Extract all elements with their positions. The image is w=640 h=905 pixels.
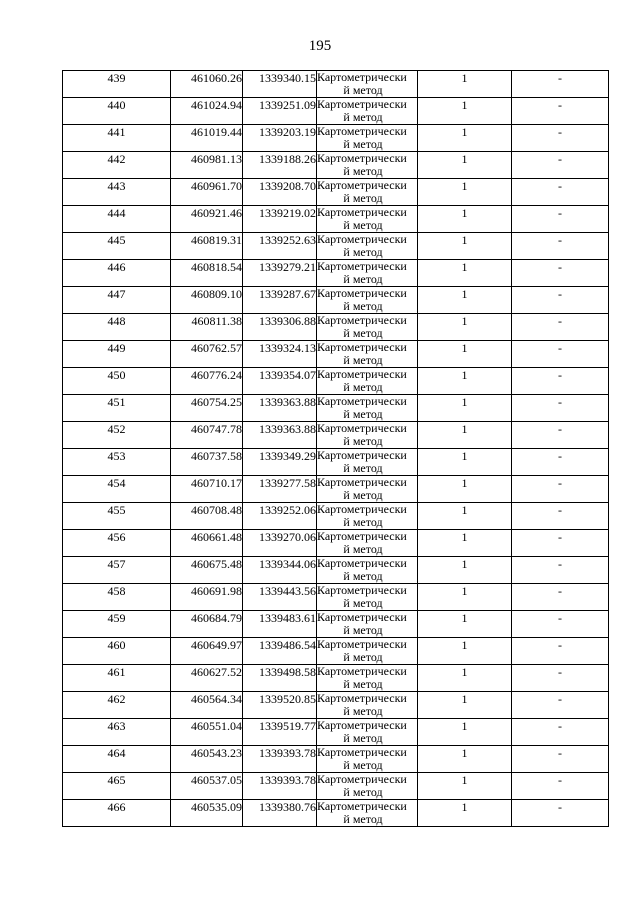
method-line-2: й метод [343,758,383,772]
y-coordinate-cell: 1339287.67 [243,287,317,314]
x-coordinate-cell: 460691.98 [171,584,243,611]
x-coordinate-cell: 460710.17 [171,476,243,503]
method-line-1: Картометрически [317,70,407,84]
point-number-cell: 465 [63,773,171,800]
accuracy-cell: 1 [418,773,512,800]
description-cell: - [512,557,609,584]
point-number-cell: 441 [63,125,171,152]
point-number-cell: 442 [63,152,171,179]
point-number-cell: 463 [63,719,171,746]
method-line-2: й метод [343,110,383,124]
method-line-1: Картометрически [317,367,407,381]
x-coordinate-cell: 460818.54 [171,260,243,287]
accuracy-cell: 1 [418,71,512,98]
point-number-cell: 444 [63,206,171,233]
description-cell: - [512,638,609,665]
y-coordinate-cell: 1339443.56 [243,584,317,611]
description-cell: - [512,449,609,476]
x-coordinate-cell: 460754.25 [171,395,243,422]
table-row [63,665,609,692]
method-line-2: й метод [343,245,383,259]
method-line-2: й метод [343,353,383,367]
method-line-1: Картометрически [317,124,407,138]
method-line-2: й метод [343,164,383,178]
method-line-2: й метод [343,326,383,340]
method-line-1: Картометрически [317,799,407,813]
method-cell [317,719,418,746]
accuracy-cell: 1 [418,611,512,638]
table-row [63,260,609,287]
method-line-1: Картометрически [317,394,407,408]
x-coordinate-cell: 460675.48 [171,557,243,584]
table-row [63,206,609,233]
point-number-cell: 455 [63,503,171,530]
table-row [63,719,609,746]
table-row [63,314,609,341]
description-cell: - [512,800,609,827]
method-line-2: й метод [343,407,383,421]
method-line-2: й метод [343,461,383,475]
description-cell: - [512,71,609,98]
method-line-1: Картометрически [317,718,407,732]
method-line-1: Картометрически [317,637,407,651]
method-line-1: Картометрически [317,610,407,624]
method-cell [317,800,418,827]
description-cell: - [512,503,609,530]
x-coordinate-cell: 460762.57 [171,341,243,368]
method-line-1: Картометрически [317,232,407,246]
method-cell [317,71,418,98]
y-coordinate-cell: 1339498.58 [243,665,317,692]
method-cell [317,773,418,800]
table-row [63,368,609,395]
method-cell [317,287,418,314]
accuracy-cell: 1 [418,476,512,503]
table-row [63,395,609,422]
method-cell [317,368,418,395]
method-cell [317,611,418,638]
point-number-cell: 439 [63,71,171,98]
y-coordinate-cell: 1339380.76 [243,800,317,827]
y-coordinate-cell: 1339354.07 [243,368,317,395]
x-coordinate-cell: 460961.70 [171,179,243,206]
method-line-2: й метод [343,83,383,97]
table-row [63,773,609,800]
method-line-1: Картометрически [317,97,407,111]
description-cell: - [512,395,609,422]
method-line-2: й метод [343,812,383,826]
y-coordinate-cell: 1339363.88 [243,422,317,449]
accuracy-cell: 1 [418,449,512,476]
method-cell [317,692,418,719]
method-line-1: Картометрически [317,502,407,516]
table-row [63,449,609,476]
method-cell [317,179,418,206]
y-coordinate-cell: 1339393.78 [243,746,317,773]
method-cell [317,530,418,557]
accuracy-cell: 1 [418,368,512,395]
x-coordinate-cell: 461060.26 [171,71,243,98]
method-cell [317,665,418,692]
accuracy-cell: 1 [418,125,512,152]
method-line-1: Картометрически [317,205,407,219]
method-line-1: Картометрически [317,745,407,759]
method-line-2: й метод [343,677,383,691]
method-line-2: й метод [343,218,383,232]
description-cell: - [512,773,609,800]
x-coordinate-cell: 460543.23 [171,746,243,773]
method-cell [317,476,418,503]
y-coordinate-cell: 1339219.02 [243,206,317,233]
method-cell [317,746,418,773]
y-coordinate-cell: 1339188.26 [243,152,317,179]
method-line-2: й метод [343,488,383,502]
point-number-cell: 450 [63,368,171,395]
description-cell: - [512,719,609,746]
accuracy-cell: 1 [418,341,512,368]
table-row [63,692,609,719]
method-line-1: Картометрически [317,313,407,327]
method-line-2: й метод [343,731,383,745]
accuracy-cell: 1 [418,503,512,530]
y-coordinate-cell: 1339393.78 [243,773,317,800]
accuracy-cell: 1 [418,287,512,314]
method-cell [317,314,418,341]
method-line-2: й метод [343,434,383,448]
accuracy-cell: 1 [418,206,512,233]
method-line-1: Картометрически [317,448,407,462]
accuracy-cell: 1 [418,692,512,719]
y-coordinate-cell: 1339252.63 [243,233,317,260]
method-line-2: й метод [343,191,383,205]
point-number-cell: 458 [63,584,171,611]
description-cell: - [512,179,609,206]
point-number-cell: 456 [63,530,171,557]
method-line-2: й метод [343,569,383,583]
accuracy-cell: 1 [418,638,512,665]
description-cell: - [512,341,609,368]
accuracy-cell: 1 [418,422,512,449]
x-coordinate-cell: 461019.44 [171,125,243,152]
y-coordinate-cell: 1339270.06 [243,530,317,557]
method-cell [317,98,418,125]
description-cell: - [512,98,609,125]
x-coordinate-cell: 460551.04 [171,719,243,746]
table-row [63,287,609,314]
y-coordinate-cell: 1339520.85 [243,692,317,719]
point-number-cell: 447 [63,287,171,314]
table-row [63,503,609,530]
accuracy-cell: 1 [418,557,512,584]
y-coordinate-cell: 1339279.21 [243,260,317,287]
x-coordinate-cell: 460627.52 [171,665,243,692]
x-coordinate-cell: 460737.58 [171,449,243,476]
point-number-cell: 451 [63,395,171,422]
table-row [63,746,609,773]
table-row [63,422,609,449]
description-cell: - [512,287,609,314]
accuracy-cell: 1 [418,665,512,692]
accuracy-cell: 1 [418,746,512,773]
y-coordinate-cell: 1339203.19 [243,125,317,152]
accuracy-cell: 1 [418,530,512,557]
accuracy-cell: 1 [418,800,512,827]
method-line-1: Картометрически [317,151,407,165]
x-coordinate-cell: 460535.09 [171,800,243,827]
method-cell [317,503,418,530]
table-row [63,800,609,827]
y-coordinate-cell: 1339252.06 [243,503,317,530]
description-cell: - [512,476,609,503]
y-coordinate-cell: 1339340.15 [243,71,317,98]
method-cell [317,449,418,476]
x-coordinate-cell: 460661.48 [171,530,243,557]
method-cell [317,584,418,611]
point-number-cell: 457 [63,557,171,584]
table-row [63,611,609,638]
y-coordinate-cell: 1339486.54 [243,638,317,665]
description-cell: - [512,746,609,773]
point-number-cell: 443 [63,179,171,206]
method-cell [317,260,418,287]
table-row [63,476,609,503]
x-coordinate-cell: 460564.34 [171,692,243,719]
method-line-1: Картометрически [317,259,407,273]
table-row [63,557,609,584]
x-coordinate-cell: 460537.05 [171,773,243,800]
point-number-cell: 459 [63,611,171,638]
point-number-cell: 449 [63,341,171,368]
y-coordinate-cell: 1339363.88 [243,395,317,422]
accuracy-cell: 1 [418,152,512,179]
y-coordinate-cell: 1339483.61 [243,611,317,638]
description-cell: - [512,314,609,341]
x-coordinate-cell: 461024.94 [171,98,243,125]
description-cell: - [512,233,609,260]
table-row [63,71,609,98]
description-cell: - [512,152,609,179]
x-coordinate-cell: 460747.78 [171,422,243,449]
description-cell: - [512,260,609,287]
y-coordinate-cell: 1339324.13 [243,341,317,368]
x-coordinate-cell: 460684.79 [171,611,243,638]
method-line-1: Картометрически [317,178,407,192]
description-cell: - [512,665,609,692]
method-cell [317,206,418,233]
method-line-2: й метод [343,380,383,394]
table-row [63,152,609,179]
method-line-1: Картометрически [317,691,407,705]
method-line-1: Картометрически [317,421,407,435]
accuracy-cell: 1 [418,179,512,206]
description-cell: - [512,125,609,152]
description-cell: - [512,584,609,611]
method-line-1: Картометрически [317,772,407,786]
point-number-cell: 440 [63,98,171,125]
method-line-2: й метод [343,137,383,151]
method-line-2: й метод [343,299,383,313]
description-cell: - [512,368,609,395]
method-cell [317,341,418,368]
method-cell [317,152,418,179]
y-coordinate-cell: 1339208.70 [243,179,317,206]
method-line-2: й метод [343,542,383,556]
coordinates-table [62,70,609,827]
accuracy-cell: 1 [418,98,512,125]
method-line-1: Картометрически [317,529,407,543]
y-coordinate-cell: 1339519.77 [243,719,317,746]
table-row [63,638,609,665]
method-cell [317,395,418,422]
point-number-cell: 460 [63,638,171,665]
point-number-cell: 446 [63,260,171,287]
x-coordinate-cell: 460649.97 [171,638,243,665]
point-number-cell: 453 [63,449,171,476]
method-line-1: Картометрически [317,286,407,300]
point-number-cell: 445 [63,233,171,260]
point-number-cell: 452 [63,422,171,449]
x-coordinate-cell: 460981.13 [171,152,243,179]
y-coordinate-cell: 1339251.09 [243,98,317,125]
y-coordinate-cell: 1339344.06 [243,557,317,584]
method-cell [317,233,418,260]
method-line-2: й метод [343,704,383,718]
method-line-1: Картометрически [317,340,407,354]
table-row [63,179,609,206]
x-coordinate-cell: 460921.46 [171,206,243,233]
page-number: 195 [308,38,332,54]
table-body [63,71,609,827]
x-coordinate-cell: 460708.48 [171,503,243,530]
x-coordinate-cell: 460809.10 [171,287,243,314]
method-cell [317,638,418,665]
accuracy-cell: 1 [418,233,512,260]
accuracy-cell: 1 [418,260,512,287]
table-row [63,125,609,152]
method-line-2: й метод [343,515,383,529]
description-cell: - [512,206,609,233]
method-line-1: Картометрически [317,583,407,597]
table-row [63,584,609,611]
method-line-2: й метод [343,650,383,664]
y-coordinate-cell: 1339277.58 [243,476,317,503]
table-row [63,341,609,368]
table-row [63,98,609,125]
description-cell: - [512,530,609,557]
method-line-1: Картометрически [317,475,407,489]
accuracy-cell: 1 [418,584,512,611]
point-number-cell: 461 [63,665,171,692]
method-line-2: й метод [343,272,383,286]
method-cell [317,557,418,584]
x-coordinate-cell: 460811.38 [171,314,243,341]
x-coordinate-cell: 460819.31 [171,233,243,260]
y-coordinate-cell: 1339349.29 [243,449,317,476]
method-line-2: й метод [343,596,383,610]
table-row [63,233,609,260]
point-number-cell: 464 [63,746,171,773]
description-cell: - [512,692,609,719]
method-cell [317,125,418,152]
method-line-2: й метод [343,623,383,637]
x-coordinate-cell: 460776.24 [171,368,243,395]
method-line-1: Картометрически [317,556,407,570]
method-line-2: й метод [343,785,383,799]
description-cell: - [512,422,609,449]
y-coordinate-cell: 1339306.88 [243,314,317,341]
method-line-1: Картометрически [317,664,407,678]
point-number-cell: 466 [63,800,171,827]
method-cell [317,422,418,449]
table-row [63,530,609,557]
description-cell: - [512,611,609,638]
point-number-cell: 462 [63,692,171,719]
point-number-cell: 454 [63,476,171,503]
point-number-cell: 448 [63,314,171,341]
accuracy-cell: 1 [418,395,512,422]
accuracy-cell: 1 [418,719,512,746]
accuracy-cell: 1 [418,314,512,341]
